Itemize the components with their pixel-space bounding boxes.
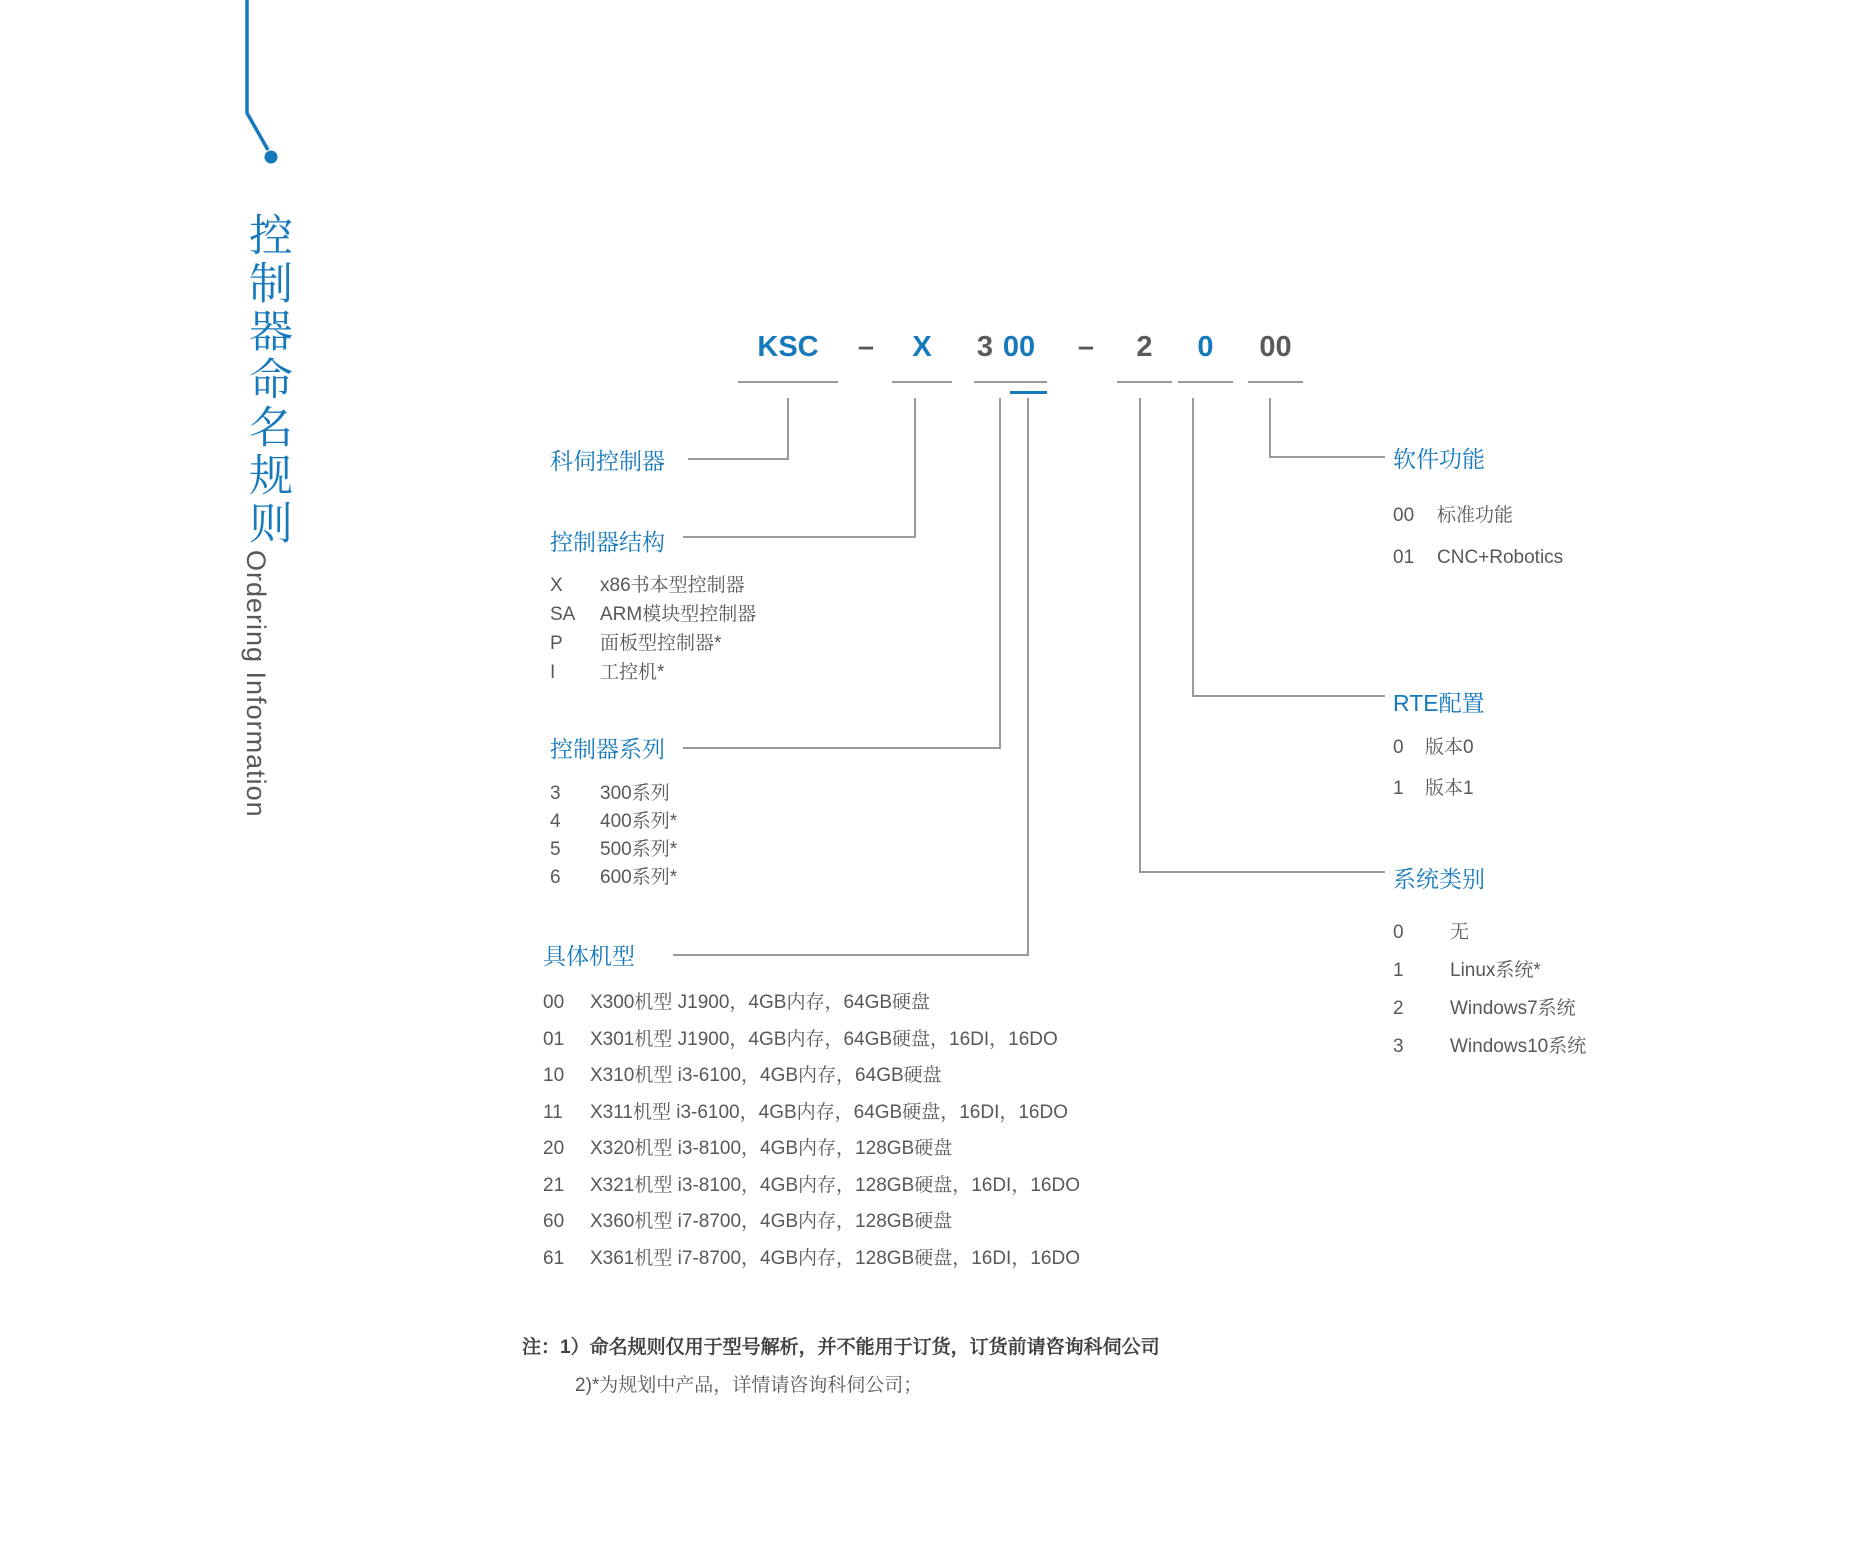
section-label-prefix: 科伺控制器 bbox=[550, 448, 665, 474]
model-dash-2: – bbox=[1077, 331, 1095, 363]
underline-software bbox=[1248, 381, 1303, 383]
section-label-model-type: 具体机型 bbox=[543, 943, 635, 969]
underline-system bbox=[1117, 381, 1172, 383]
page-title: 控制器命名规则 bbox=[242, 212, 291, 548]
decorative-corner-line bbox=[0, 0, 320, 190]
list-item: I 工控机* bbox=[550, 662, 665, 683]
underline-series-model bbox=[974, 381, 1047, 383]
list-item: 20 X320机型 i3-8100，4GB内存，128GB硬盘 bbox=[543, 1138, 953, 1159]
model-type-list bbox=[543, 992, 1080, 1270]
list-item: 6 600系列* bbox=[550, 867, 678, 888]
list-item: 60 X360机型 i7-8700，4GB内存，128GB硬盘 bbox=[543, 1211, 953, 1232]
model-segment-rte: 0 bbox=[1197, 331, 1214, 363]
software-list bbox=[1393, 505, 1563, 569]
connector-series-vertical bbox=[999, 398, 1001, 748]
list-item: 1 版本1 bbox=[1393, 778, 1474, 799]
connector-model-type-vertical bbox=[1027, 398, 1029, 955]
connector-structure-horizontal bbox=[683, 536, 916, 538]
series-list bbox=[550, 783, 677, 889]
underline-prefix bbox=[738, 381, 838, 383]
underline-model-type-highlight bbox=[1010, 391, 1047, 394]
footnote-line-1: 注：1）命名规则仅用于型号解析，并不能用于订货，订货前请咨询科伺公司 bbox=[522, 1337, 1160, 1358]
connector-prefix-vertical bbox=[787, 398, 789, 459]
connector-rte-horizontal bbox=[1192, 695, 1385, 697]
model-segment-model-type: 00 bbox=[1002, 331, 1036, 363]
list-item: 0 版本0 bbox=[1393, 737, 1474, 758]
section-label-structure: 控制器结构 bbox=[550, 529, 665, 555]
connector-system-horizontal bbox=[1139, 871, 1385, 873]
list-item: 0 无 bbox=[1393, 922, 1470, 943]
list-item: X x86书本型控制器 bbox=[550, 575, 745, 596]
list-item: 4 400系列* bbox=[550, 811, 678, 832]
list-item: 01 CNC+Robotics bbox=[1393, 547, 1564, 568]
rte-list bbox=[1393, 737, 1474, 800]
system-list bbox=[1393, 922, 1586, 1058]
list-item: 3 Windows10系统 bbox=[1393, 1036, 1587, 1057]
list-item: 00 标准功能 bbox=[1393, 505, 1514, 526]
model-segment-system: 2 bbox=[1136, 331, 1153, 363]
list-item: 1 Linux系统* bbox=[1393, 960, 1541, 981]
footnote-line-2: 2)*为规划中产品，详情请咨询科伺公司； bbox=[575, 1375, 923, 1396]
list-item: 01 X301机型 J1900，4GB内存，64GB硬盘，16DI，16DO bbox=[543, 1028, 1058, 1050]
connector-structure-vertical bbox=[914, 398, 916, 537]
model-segment-software: 00 bbox=[1259, 331, 1292, 363]
page-subtitle: Ordering Information bbox=[241, 550, 271, 818]
list-item: 11 X311机型 i3-6100，4GB内存，64GB硬盘，16DI，16DO bbox=[543, 1101, 1068, 1123]
list-item: 61 X361机型 i7-8700，4GB内存，128GB硬盘，16DI，16DO bbox=[543, 1247, 1080, 1269]
structure-list bbox=[550, 575, 756, 684]
decorative-dot bbox=[265, 151, 278, 164]
section-label-rte: RTE配置 bbox=[1393, 690, 1485, 716]
list-item: P 面板型控制器* bbox=[550, 633, 722, 654]
connector-software-horizontal bbox=[1269, 456, 1385, 458]
model-segment-series: 3 bbox=[976, 331, 994, 363]
list-item: 5 500系列* bbox=[550, 839, 678, 860]
model-segment-prefix: KSC bbox=[757, 331, 819, 363]
connector-software-vertical bbox=[1269, 398, 1271, 457]
connector-rte-vertical bbox=[1192, 398, 1194, 696]
list-item: SA ARM模块型控制器 bbox=[550, 604, 757, 625]
list-item: 00 X300机型 J1900，4GB内存，64GB硬盘 bbox=[543, 992, 931, 1013]
connector-system-vertical bbox=[1139, 398, 1141, 872]
section-label-system: 系统类别 bbox=[1393, 866, 1485, 892]
connector-series-horizontal bbox=[683, 747, 1001, 749]
underline-structure bbox=[892, 381, 952, 383]
list-item: 2 Windows7系统 bbox=[1393, 998, 1576, 1019]
list-item: 3 300系列 bbox=[550, 783, 670, 804]
model-segment-structure: X bbox=[912, 331, 932, 363]
list-item: 21 X321机型 i3-8100，4GB内存，128GB硬盘，16DI，16DO bbox=[543, 1174, 1080, 1196]
connector-model-type-horizontal bbox=[673, 954, 1029, 956]
model-dash-1: – bbox=[857, 331, 875, 363]
section-label-series: 控制器系列 bbox=[550, 736, 665, 762]
section-label-software: 软件功能 bbox=[1393, 446, 1485, 472]
underline-rte bbox=[1178, 381, 1233, 383]
connector-prefix-horizontal bbox=[688, 458, 789, 460]
list-item: 10 X310机型 i3-6100，4GB内存，64GB硬盘 bbox=[543, 1065, 942, 1086]
